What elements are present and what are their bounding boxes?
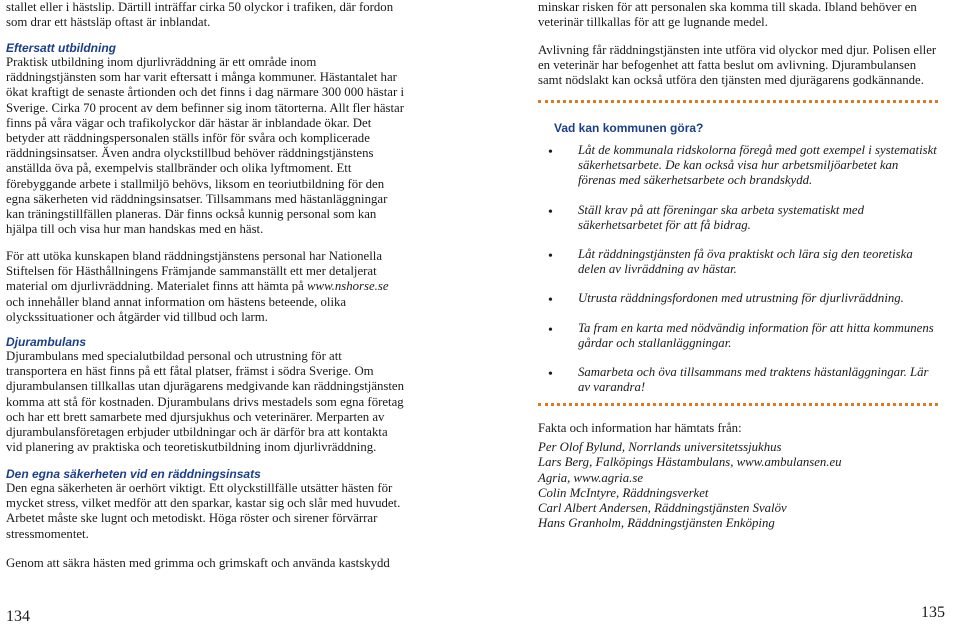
bullet-text: Låt räddningstjänsten få öva praktiskt och lära sig den teoretiska delen av livräddning av hästar.: [578, 247, 913, 277]
bullet-text: Samarbeta och öva tillsammans med traktens hästanläggningar. Lär av varandra!: [578, 365, 929, 395]
section-heading: Eftersatt utbildning: [6, 41, 116, 55]
intro-line: stallet eller i hästslip. Därtill inträffar cirka 50 olyckor i trafiken, där fordon: [6, 0, 394, 14]
section-djurambulans: [6, 335, 406, 455]
bullet-text: Ta fram en karta med nödvändig information för att hitta kommunens gårdar och stallanläggningar.: [578, 320, 934, 350]
final-line: [6, 556, 406, 571]
bullet-item: [538, 203, 938, 233]
page-number-left: 134: [6, 608, 30, 625]
bullet-item: [538, 365, 938, 395]
section-sakerhet: [6, 467, 406, 542]
section-body: Djurambulans med specialutbildad personal och utrustning för att transportera en häst finns på ett fåtal platser, främst i södra Sverige. Om djurambulansen tillkallas utan djurägarens medgivande kan räddningstjänsten komma att stå för kostnaden. Djurambulans drivs mestadels som egna företag och har ett brett samarbete med djursjukhus och veterinärer. Merparten av djurambulansföretagen erbjuder utbildningar och är därför bra att kontakta vid planering av praktiska och teoretiskutbildning inom djurlivräddning.: [6, 349, 405, 455]
fact-item: Per Olof Bylund, Norrlands universitetssjukhus: [538, 440, 782, 455]
box-bullet-list: [538, 143, 938, 409]
nshorse-paragraph: [6, 249, 406, 325]
intro-line: som drar ett hästsläp oftast är inblandat.: [6, 15, 211, 30]
final-text: Genom att säkra hästen med grimma och grimskaft och använda kastskydd: [6, 556, 390, 570]
page-number-right: 135: [921, 604, 945, 621]
bullet-text: Utrusta räddningsfordonen med utrustning för djurlivräddning.: [578, 291, 904, 306]
info-box: [538, 100, 938, 406]
nshorse-link[interactable]: www.nshorse.se: [307, 279, 389, 294]
bullet-text: Låt de kommunala ridskolorna föregå med gott exempel i systematiskt säkerhetsarbete. De kan också visa hur arbetsmiljöarbetet kan förenas med säkerhetsarbete och brandskydd.: [578, 143, 937, 188]
avlivning-text: Avlivning får räddningstjänsten inte utföra vid olyckor med djur. Polisen eller en veterinär har befogenhet att fatta beslut om avlivning. Djurambulansen samt nödslakt kan också utföra den tjänsten med djurägarens godkännande.: [538, 43, 937, 88]
section-body: Praktisk utbildning inom djurlivräddning är ett område inom räddningstjänsten som har varit eftersatt i många kommuner. Hästantalet har ökat kraftigt de senaste årtionden och det finns i dag närmare 300 000 hästar i Sverige. Cirka 70 procent av dem befinner sig inom tätorterna. Allt fler hästar finns på våra vägar och trafikolyckor där hästar är inblandade ökar. Det betyder att räddningspersonalen ställs inför för svåra och komplicerade räddningsinsatser. Även andra olyckstillbud behöver räddningstjänstens anställda öva på, exempelvis stallbränder och olika lyftmoment. Ett förebyggande arbete i stallmiljö behövs, liksom en teoriutbildning för den egna säkerheten vid räddningsinsatser. Tillsammans med hästanläggningar kan träningstillfällen planeras. Där finns också kunnig personal som kan hjälpa till och visa hur man handskas med en häst.: [6, 55, 405, 237]
bullet-text: Ställ krav på att föreningar ska arbeta systematiskt med säkerhetsarbetet för att få bidrag.: [578, 202, 864, 232]
bullet-item: [538, 247, 938, 277]
section-heading: Djurambulans: [6, 335, 87, 349]
box-title: Vad kan kommunen göra?: [554, 121, 704, 135]
bullet-icon: •: [548, 204, 553, 220]
bullet-icon: •: [548, 367, 553, 383]
para-text: och innehåller bland annat information om hästens beteende, olika olyckssituationer och åtgärder vid tillbud och larm.: [6, 294, 347, 324]
bullet-item: [538, 143, 938, 189]
fact-item: Colin McIntyre, Räddningsverket: [538, 485, 709, 500]
nshorse-text: [6, 249, 406, 325]
intro-text: [6, 0, 406, 30]
facts-section: [538, 421, 943, 531]
bullet-icon: •: [548, 249, 553, 265]
section-body: Den egna säkerheten är oerhört viktigt. Ett olyckstillfälle utsätter hästen för mycket stress, vilket medför att den sparkar, kastar sig och slår med huvudet. Arbetet måste ske lugnt och metodiskt. Höga röster och sirener förvärrar stressmomentet.: [6, 481, 401, 541]
fact-item: Hans Granholm, Räddningstjänsten Enköping: [538, 516, 775, 531]
bullet-icon: •: [548, 322, 553, 338]
avlivning-paragraph: [538, 43, 943, 89]
top-text: minskar risken för att personalen ska komma till skada. Ibland behöver en veterinär tillkallas för att ge lugnande medel.: [538, 0, 917, 30]
right-top-text: [538, 0, 943, 30]
fact-item: Agria, www.agria.se: [538, 470, 643, 485]
fact-item: Lars Berg, Falköpings Hästambulans, www.ambulansen.eu: [538, 455, 842, 470]
bullet-icon: •: [548, 145, 553, 160]
bullet-icon: •: [548, 293, 553, 309]
bullet-item: [538, 321, 938, 351]
section-eftersatt: [6, 41, 406, 237]
para-text: För att utöka kunskapen bland räddningstjänstens personal har Nationella Stiftelsen för Hästhållningens Främjande sammanställt ett mer detaljerat material om djurlivräddning. Materialet finns att hämta på: [6, 249, 382, 294]
fact-item: Carl Albert Andersen, Räddningstjänsten Svalöv: [538, 501, 787, 516]
bullet-item: [538, 291, 938, 309]
section-heading: Den egna säkerheten vid en räddningsinsats: [6, 467, 261, 481]
facts-heading: Fakta och information har hämtats från:: [538, 421, 742, 435]
